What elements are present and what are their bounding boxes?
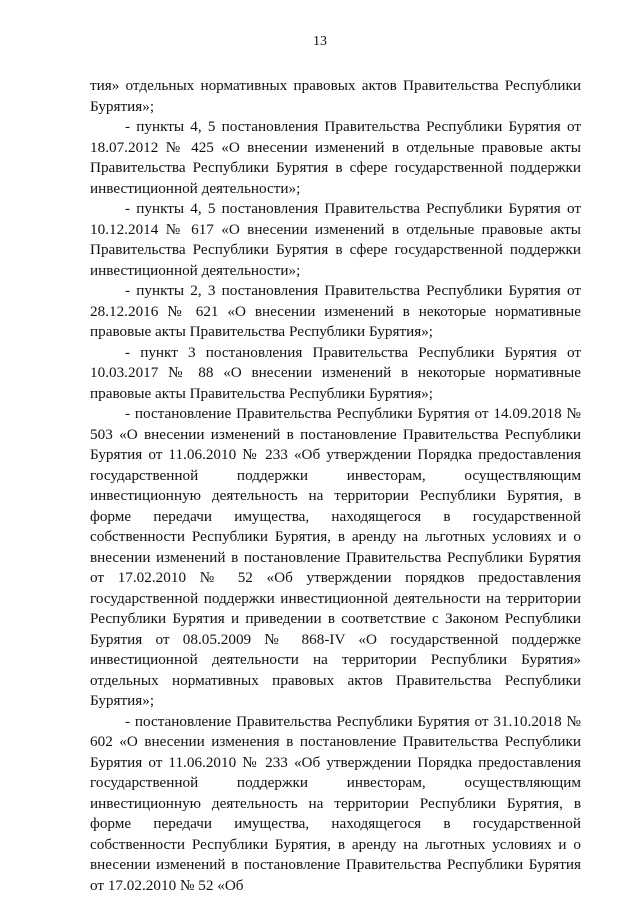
paragraph: - постановление Правительства Республики Бурятия от 31.10.2018 № 602 «О внесении изменения в постановление Правительства Республики Бурятия от 11.06.2010 № 233 «Об утверждении Порядка предоставления государственной поддержки инвесторам, осуществляющим инвестиционную деятельность на территории Республики Бурятия, в форме передачи имущества, находящегося в государственной собственности Республики Бурятия, в аренду на льготных условиях и о внесении изменений в постановление Правительства Республики Бурятия от 17.02.2010 № 52 «Об <box>90 712 581 894</box>
paragraph: - постановление Правительства Республики Бурятия от 14.09.2018 № 503 «О внесении изменений в постановление Правительства Республики Бурятия от 11.06.2010 № 233 «Об утверждении Порядка предоставления государственной поддержки инвесторам, осуществляющим инвестиционную деятельность на территории Республики Бурятия, в форме передачи имущества, находящегося в государственной собственности Республики Бурятия, в аренду на льготных условиях и о внесении изменений в постановление Правительства Республики Бурятия от 17.02.2010 № 52 «Об утверждении порядков предоставления государственной поддержки инвестиционной деятельности на территории Республики Бурятия и приведении в соответствие с Законом Республики Бурятия от 08.05.2009 № 868-IV «О государственной поддержке инвестиционной деятельности на территории Республики Бурятия» отдельных нормативных правовых актов Правительства Республики Бурятия»; <box>90 405 581 709</box>
paragraph: - пункты 4, 5 постановления Правительства Республики Бурятия от 10.12.2014 № 617 «О внесении изменений в отдельные правовые акты Правительства Республики Бурятия в сфере государственной поддержки инвестиционной деятельности»; <box>90 200 581 279</box>
paragraph: - пункт 3 постановления Правительства Республики Бурятия от 10.03.2017 № 88 «О внесении изменений в некоторые нормативные правовые акты Правительства Республики Бурятия»; <box>90 343 581 402</box>
page-number: 13 <box>313 34 327 49</box>
paragraph: - пункты 2, 3 постановления Правительства Республики Бурятия от 28.12.2016 № 621 «О внесении изменений в некоторые нормативные правовые акты Правительства Республики Бурятия»; <box>90 282 581 340</box>
paragraph: - пункты 4, 5 постановления Правительства Республики Бурятия от 18.07.2012 № 425 «О внесении изменений в отдельные правовые акты Правительства Республики Бурятия в сфере государственной поддержки инвестиционной деятельности»; <box>90 118 581 197</box>
document-body <box>90 76 581 896</box>
paragraph: тия» отдельных нормативных правовых актов Правительства Республики Бурятия»; <box>90 77 581 115</box>
